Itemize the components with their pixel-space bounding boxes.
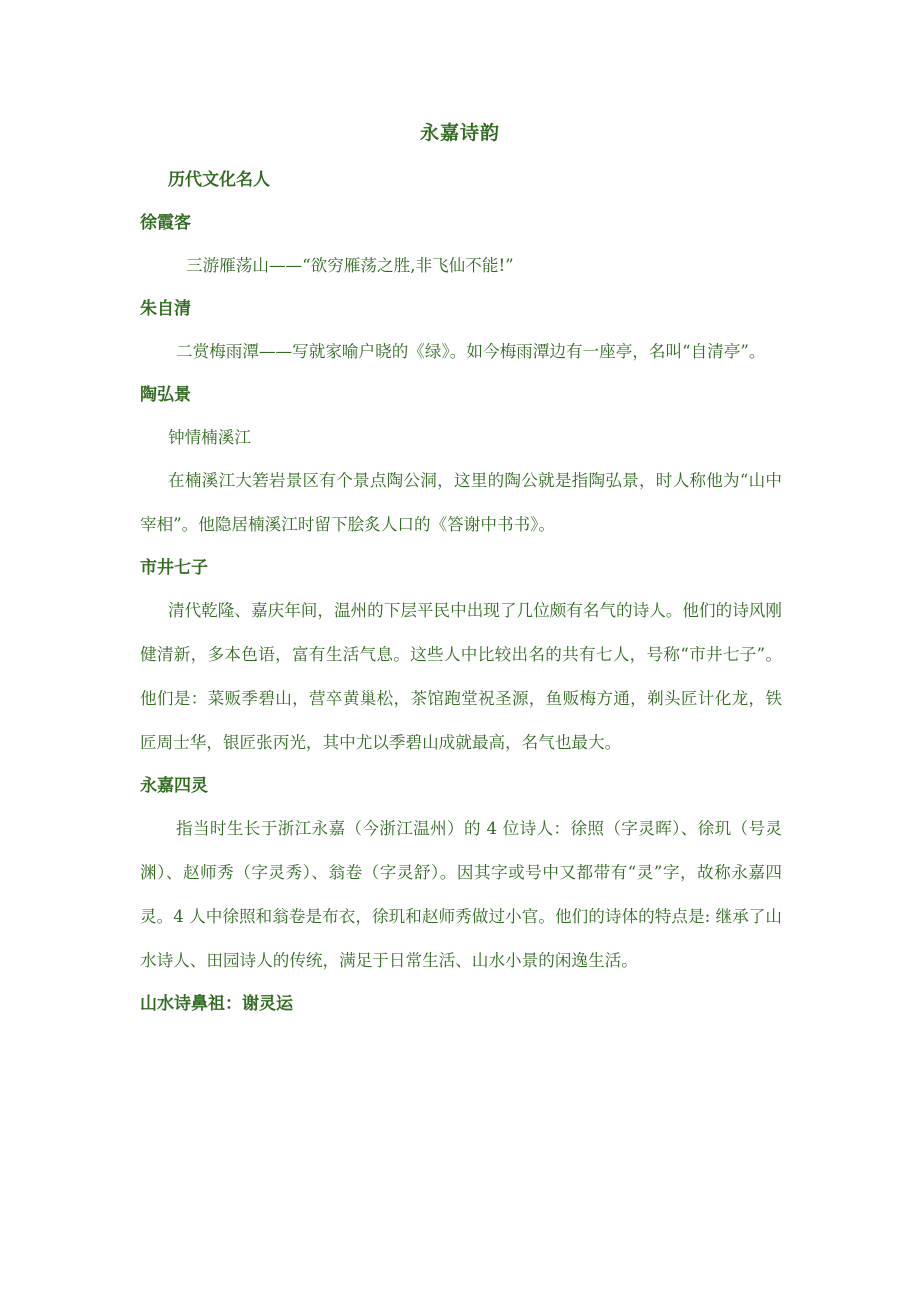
xie-lingyun-heading: 山水诗鼻祖：谢灵运: [140, 994, 293, 1014]
shijing-qizi-text: 清代乾隆、嘉庆年间，温州的下层平民中出现了几位颇有名气的诗人。他们的诗风刚健清新，多本色语，富有生活气息。这些人中比较出名的共有七人，号称“市井七子”。他们是：菜贩季碧山，营卒黄巢松，茶馆跑堂祝圣源，鱼贩梅方通，剃头匠计化龙，铁匠周士华，银匠张丙光，其中尤以季碧山成就最高，名气也最大。: [140, 601, 782, 752]
yongjia-siling-heading: 永嘉四灵: [140, 776, 208, 796]
tao-hongjing-subtitle: 钟情楠溪江: [168, 428, 251, 447]
xu-xiake-text: 三游雁荡山——“欲穷雁荡之胜,非飞仙不能!”: [186, 256, 514, 275]
yongjia-siling-text: 指当时生长于浙江永嘉（今浙江温州）的 4 位诗人：徐照（字灵晖）、徐玑（号灵渊）、赵师秀（字灵秀）、翁卷（字灵舒）。因其字或号中又都带有“灵”字，故称永嘉四灵。4 人中徐照和翁卷是布衣，徐玑和赵师秀做过小官。他们的诗体的特点是: 继承了山水诗人、田园诗人的传统，满足于日常生活、山水小景的闲逸生活。: [140, 819, 782, 970]
xu-xiake-heading: 徐霞客: [140, 213, 191, 233]
intro-heading: 历代文化名人: [168, 170, 270, 190]
tao-hongjing-heading: 陶弘景: [140, 385, 191, 405]
document-body: [140, 166, 782, 1033]
tao-hongjing-text: 在楠溪江大箬岩景区有个景点陶公洞，这里的陶公就是指陶弘景，时人称他为“山中宰相”。他隐居楠溪江时留下脍炙人口的《答谢中书书》。: [140, 471, 782, 534]
shijing-qizi-heading: 市井七子: [140, 558, 208, 578]
document-title: 永嘉诗韵: [419, 122, 500, 144]
zhu-ziqing-text: 二赏梅雨潭——写就家喻户晓的《绿》。如今梅雨潭边有一座亭，名叫“自清亭”。: [176, 342, 766, 361]
zhu-ziqing-heading: 朱自清: [140, 299, 191, 319]
